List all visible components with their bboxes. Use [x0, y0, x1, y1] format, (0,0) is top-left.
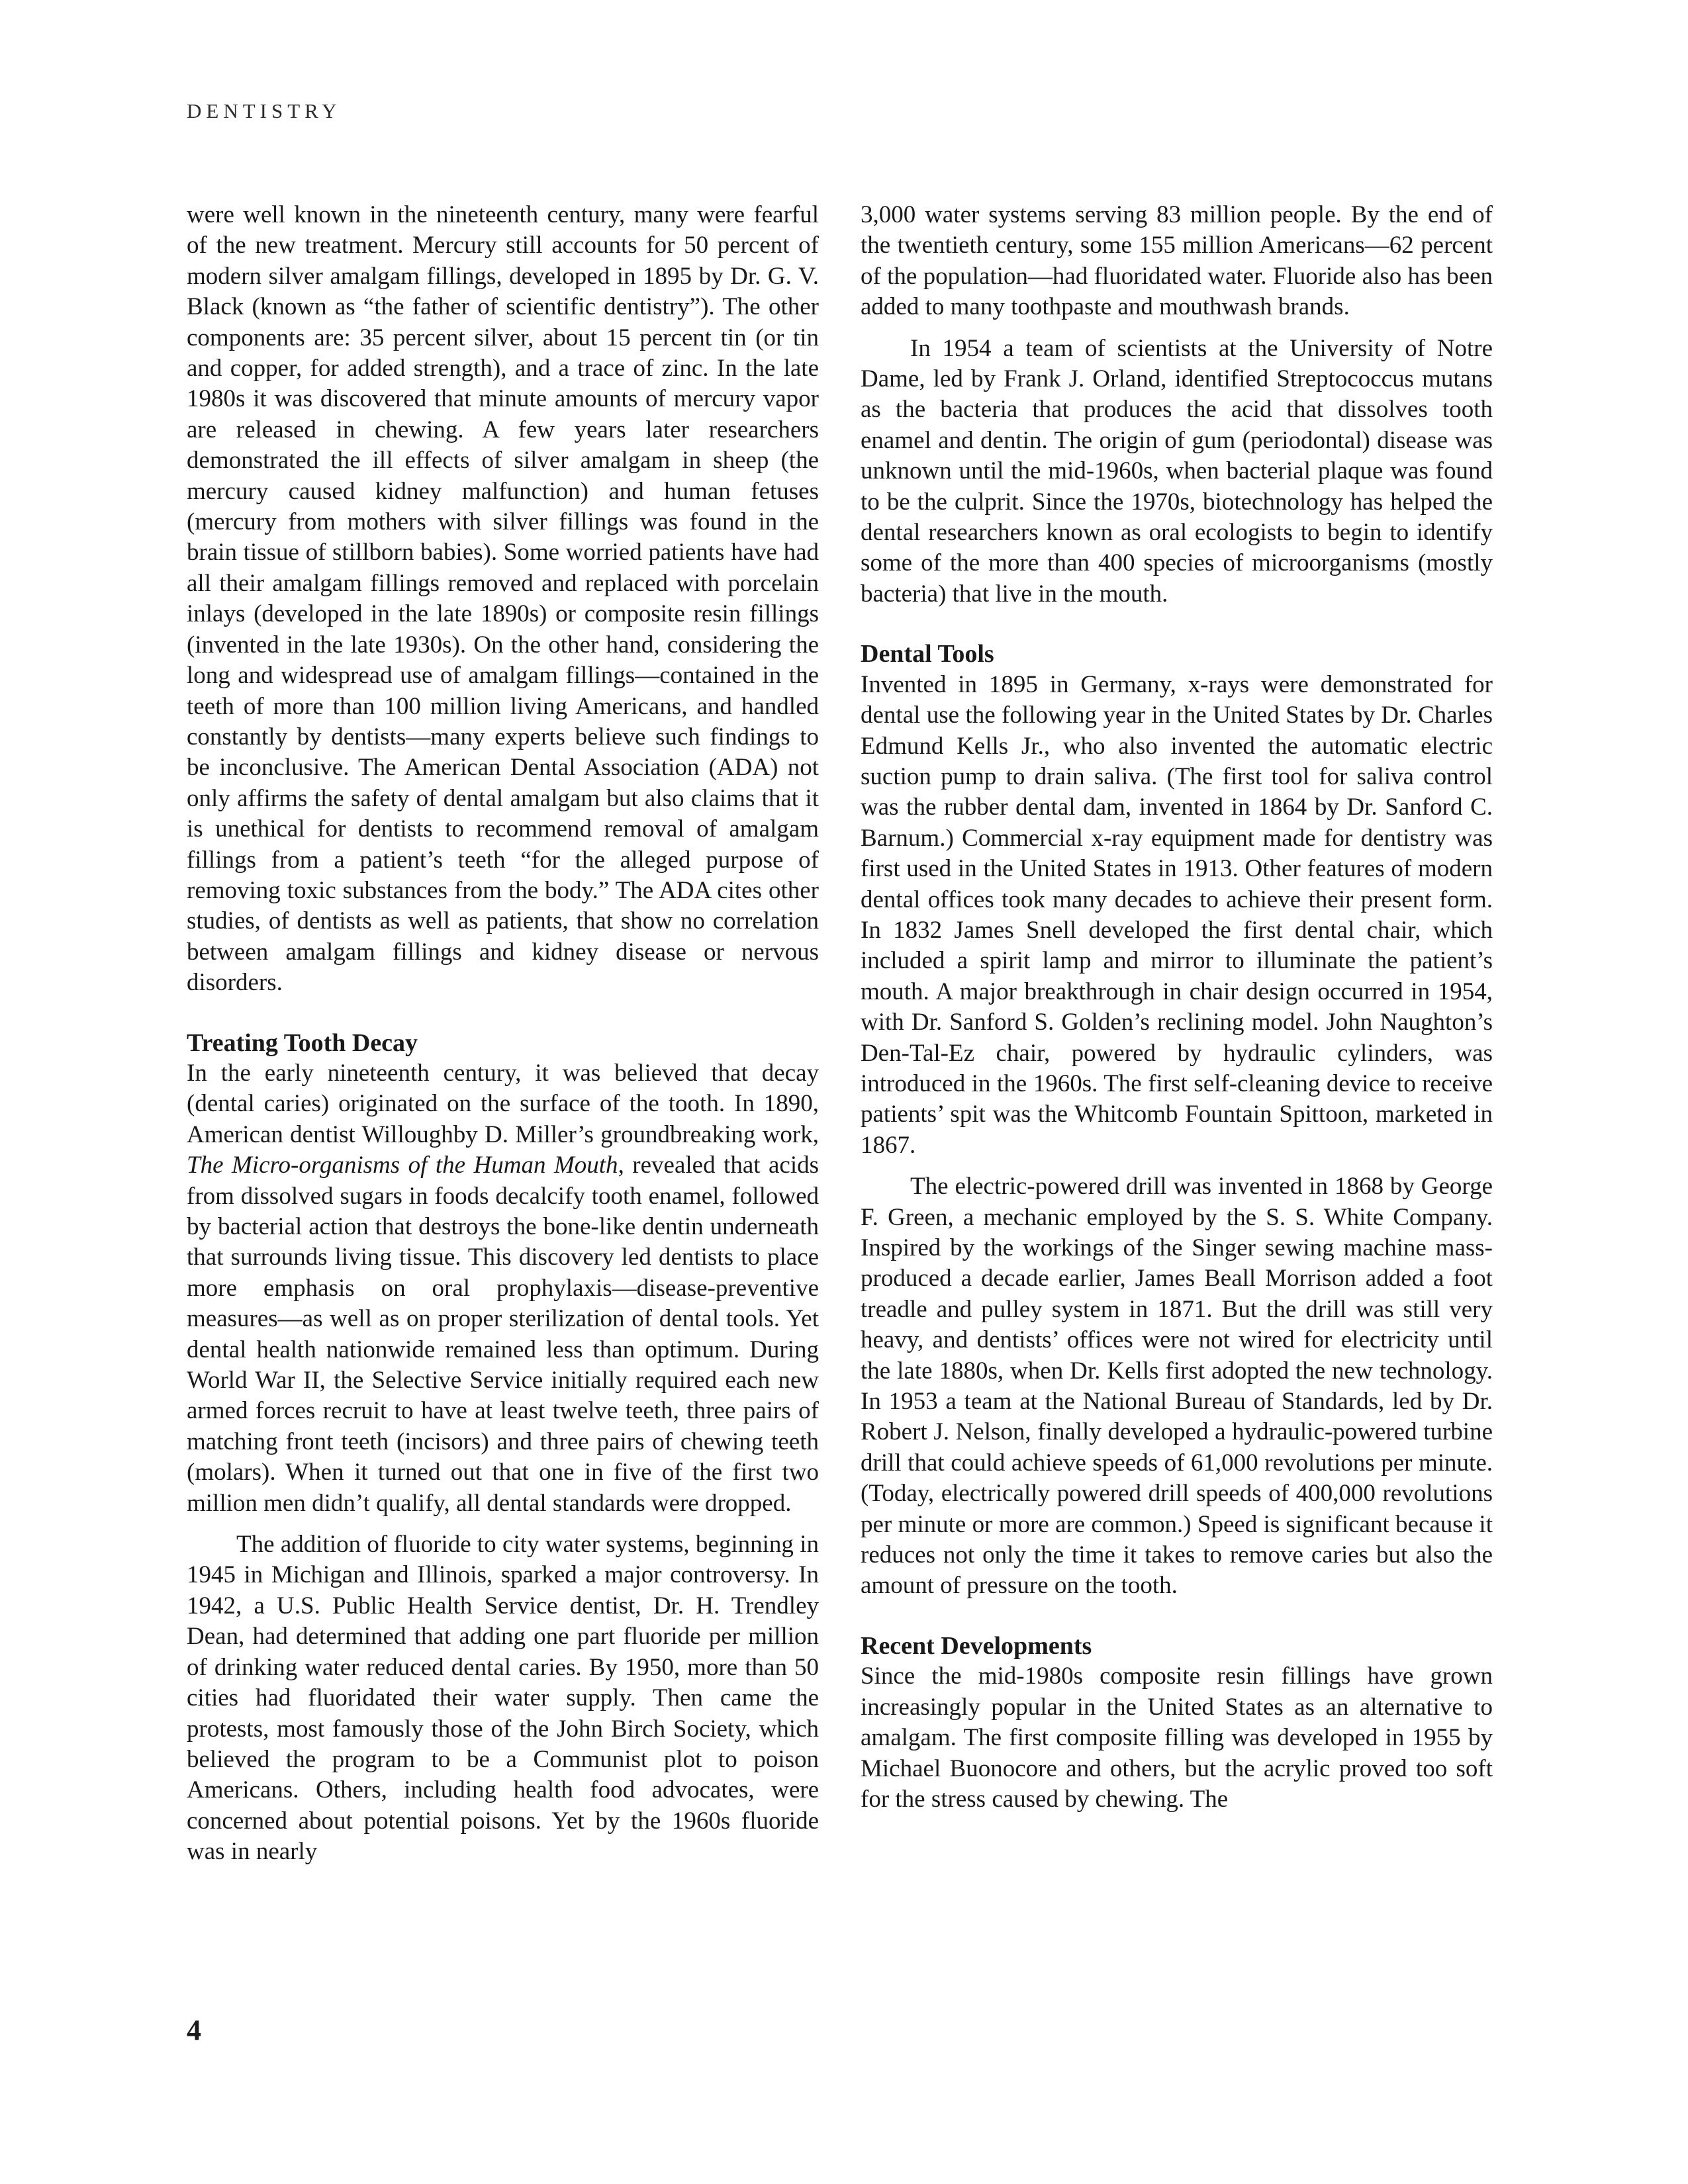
paragraph-amalgam: were well known in the nineteenth century, many were fearful of the new treatment. Mercury still accounts for 50 percent of modern silver amalgam fillings, developed in 1895 by Dr. G. V. Black (known as “the father of scientific dentistry”). The other components are: 35 percent silver, about 15 percent tin (or tin and copper, for added strength), and a trace of zinc. In the late 1980s it was discovered that minute amounts of mercury vapor are released in chewing. A few years later researchers demonstrated the ill effects of silver amalgam in sheep (the mercury caused kidney malfunction) and human fetuses (mercury from mothers with silver fillings was found in the brain tissue of stillborn babies). Some worried patients have had all their amalgam fillings removed and replaced with porcelain inlays (developed in the late 1890s) or composite resin fillings (invented in the late 1930s). On the other hand, considering the long and widespread use of amalgam fillings—contained in the teeth of more than 100 million living Americans, and handled constantly by dentists—many experts believe such findings to be inconclusive. The American Dental Association (ADA) not only affirms the safety of dental amalgam but also claims that it is unethical for dentists to recommend removal of amalgam fillings from a patient’s teeth “for the alleged purpose of removing toxic substances from the body.” The ADA cites other studies, of dentists as well as patients, that show no correlation between amalgam fillings and kidney disease or nervous disorders.: [187, 201, 819, 997]
paragraph-streptococcus: In 1954 a team of scientists at the University of Notre Dame, led by Frank J. Orland, identified Streptococcus mutans as the bacteria that produces the acid that dissolves tooth enamel and dentin. The origin of gum (periodontal) disease was unknown until the mid-1960s, when bacterial plaque was found to be the culprit. Since the 1970s, biotechnology has helped the dental researchers known as oral ecologists to begin to identify some of the more than 400 species of microorganisms (mostly bacteria) that live in the mouth.: [861, 334, 1493, 608]
paragraph-drill: The electric-powered drill was invented in 1868 by George F. Green, a mechanic employed by the S. S. White Company. Inspired by the workings of the Singer sewing machine mass-produced a decade earlier, James Beall Morrison added a foot treadle and pulley system in 1871. But the drill was still very heavy, and dentists’ offices were not wired for electricity until the late 1880s, when Dr. Kells first adopted the new technology. In 1953 a team at the National Bureau of Standards, led by Dr. Robert J. Nelson, finally developed a hydraulic-powered turbine drill that could achieve speeds of 61,000 revolutions per minute. (Today, electrically powered drill speeds of 400,000 revolutions per minute or more are common.) Speed is significant because it reduces not only the time it takes to remove caries but also the amount of pressure on the tooth.: [861, 1173, 1493, 1600]
paragraph-decay-text-2: , revealed that acids from dissolved sugars in foods decalcify tooth enamel, followed by bacterial action that destroys the bone-like dentin underneath that surrounds living tissue. This discovery led dentists to place more emphasis on oral prophylaxis—disease-preventive measures—as well as on proper sterilization of dental tools. Yet dental health nationwide remained less than optimum. During World War II, the Selective Service initially required each new armed forces recruit to have at least twelve teeth, three pairs of matching front teeth (incisors) and three pairs of chewing teeth (molars). When it turned out that one in five of the first two million men didn’t qualify, all dental standards were dropped.: [187, 1152, 820, 1517]
left-column: [187, 200, 819, 1868]
paragraph-decay: [187, 1058, 819, 1519]
book-title: The Micro-organisms of the Human Mouth: [187, 1152, 618, 1179]
right-column: [861, 200, 1493, 1815]
running-head: DENTISTRY: [187, 99, 342, 122]
paragraph-fluoride: The addition of fluoride to city water systems, beginning in 1945 in Michigan and Illinois, sparked a major controversy. In 1942, a U.S. Public Health Service dentist, Dr. H. Trendley Dean, had determined that adding one part fluoride per million of drinking water reduced dental caries. By 1950, more than 50 cities had fluoridated their water supply. Then came the protests, most famously those of the John Birch Society, which believed the program to be a Communist plot to poison Americans. Others, including health food advocates, were concerned about potential poisons. Yet by the 1960s fluoride was in nearly: [187, 1531, 819, 1866]
page-number: 4: [187, 2014, 201, 2046]
section-heading-recent-developments: Recent Developments: [861, 1631, 1092, 1660]
paragraph-composite: Since the mid-1980s composite resin fillings have grown increasingly popular in the United States as an alternative to amalgam. The first composite filling was developed in 1955 by Michael Buonocore and others, but the acrylic proved too soft for the stress caused by chewing. The: [861, 1662, 1493, 1813]
paragraph-fluoride-continued: 3,000 water systems serving 83 million people. By the end of the twentieth century, some 155 million Americans—62 percent of the population—had fluoridated water. Fluoride also has been added to many toothpaste and mouthwash brands.: [861, 201, 1493, 321]
paragraph-decay-text-1: In the early nineteenth century, it was believed that decay (dental caries) originated on the surface of the tooth. In 1890, American dentist Willoughby D. Miller’s groundbreaking work,: [187, 1059, 819, 1148]
paragraph-xrays: Invented in 1895 in Germany, x-rays were demonstrated for dental use the following year in the United States by Dr. Charles Edmund Kells Jr., who also invented the automatic electric suction pump to drain saliva. (The first tool for saliva control was the rubber dental dam, invented in 1864 by Dr. Sanford C. Barnum.) Commercial x-ray equipment made for dentistry was first used in the United States in 1913. Other features of modern dental offices took many decades to achieve their present form. In 1832 James Snell developed the first dental chair, which included a spirit lamp and mirror to illuminate the patient’s mouth. A major breakthrough in chair design occurred in 1954, with Dr. Sanford S. Golden’s reclining model. John Naughton’s Den-Tal-Ez chair, powered by hydraulic cylinders, was introduced in the 1960s. The first self-cleaning device to receive patients’ spit was the Whitcomb Fountain Spittoon, marketed in 1867.: [861, 670, 1493, 1159]
section-heading-treating-tooth-decay: Treating Tooth Decay: [187, 1028, 418, 1057]
section-heading-dental-tools: Dental Tools: [861, 640, 994, 668]
